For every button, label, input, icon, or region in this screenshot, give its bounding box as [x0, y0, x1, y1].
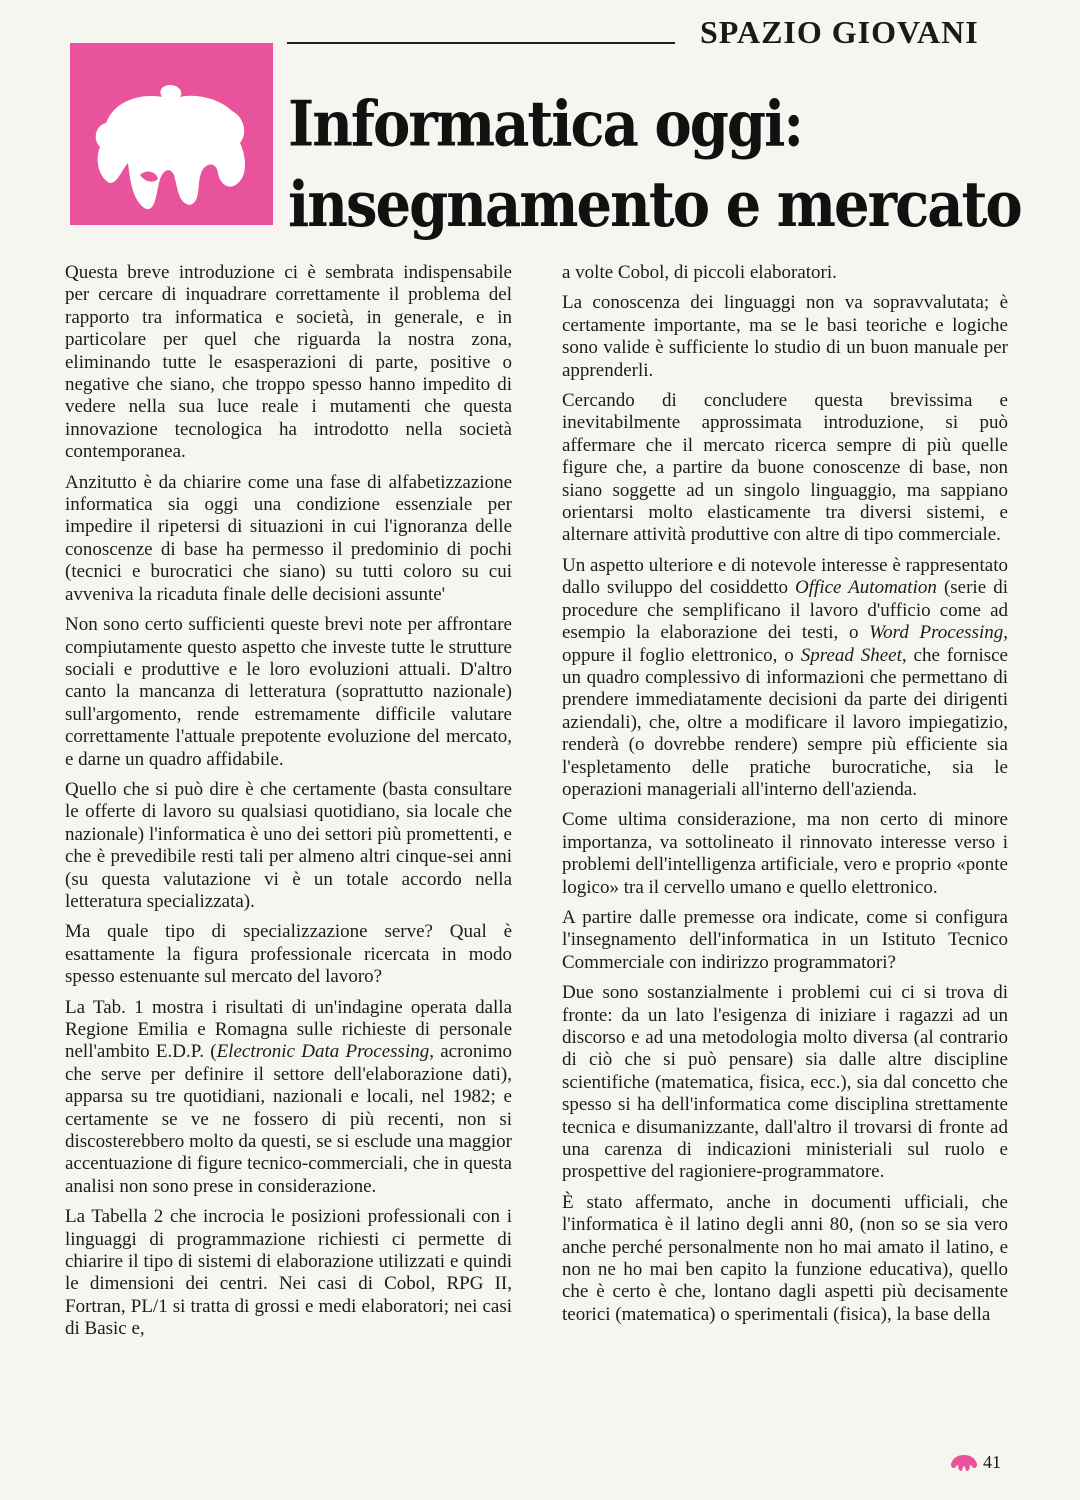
pink-mushroom-cloud-logo: [70, 43, 273, 225]
italic-term: Word Processing: [869, 622, 1004, 644]
title-line-1: Informatica oggi:: [288, 87, 803, 162]
section-label: SPAZIO GIOVANI: [700, 14, 979, 50]
paragraph: Questa breve introduzione ci è sembrata indispensabile per cercare di inquadrare correttamente il problema del rapporto tra informatica e società, in generale, e in particolare per quel che riguarda la nostra zona, eliminando tutte le esasperazioni di parte, positive o negative che siano, che troppo spesso hanno impedito di vedere nella sua luce reale i mutamenti che questa innovazione tecnologica ha introdotto nella società contemporanea.: [65, 262, 512, 463]
right-column: [562, 262, 1008, 1326]
text-run: , oppure il foglio elettronico, o: [562, 622, 1008, 666]
article-title: [288, 84, 1028, 245]
paragraph: Anzitutto è da chiarire come una fase di alfabetizzazione informatica sia oggi una condizione essenziale per impedire il ripetersi di situazioni in cui l'ignoranza delle conoscenze di base ha permesso il predominio di pochi (tecnici e burocratici che siano) su tutti coloro su cui avveniva la ricaduta finale delle decisioni assunte': [65, 471, 512, 605]
paragraph: Cercando di concludere questa brevissima e inevitabilmente approssimata introduzione, si può affermare che il mercato ricerca sempre di più quelle figure che, a partire da buone conoscenze di base, non siano soggette ad un singolo linguaggio, ma sappiano orientarsi molto elasticamente tra diversi sistemi, e alternare attività produttive con altre di tipo commerciale.: [562, 390, 1008, 546]
paragraph: È stato affermato, anche in documenti ufficiali, che l'informatica è il latino degli anni 80, (non so se sia vero anche perché personalmente non ho mai amato il latino, e non ne ho mai ben capito la funzione educativa), quello che è certo è che, lontano dagli aspetti più decisamente teorici (matematica) o sperimentali (fisica), la base della: [562, 1191, 1008, 1325]
text-run: La Tab. 1 mostra i risultati di un'indagine operata dalla Regione Emilia e Romagna sulle richieste di personale nell'ambito E.D.P. (: [65, 996, 512, 1063]
page-number: 41: [983, 1452, 1001, 1472]
paragraph: La Tabella 2 che incrocia le posizioni professionali con i linguaggi di programmazione richiesti ci permette di chiarire il tipo di sistemi di elaborazione utilizzati e quindi le dimensioni dei centri. Nei casi di Cobol, RPG II, Fortran, PL/1 si tratta di grossi e medi elaboratori; nei casi di Basic e,: [65, 1206, 512, 1340]
paragraph: Due sono sostanzialmente i problemi cui ci si trova di fronte: da un lato l'esigenza di iniziare i ragazzi ad un discorso e ad una metodologia molto diversa (al contrario di ciò che si può pensare) sia dalle altre discipline scientifiche (matematica, fisica, ecc.), sia dal concetto che spesso si ha dell'informatica come disciplina strettamente tecnica e disumanizzante, dall'altro il trovarsi di fronte ad una carenza di indicazioni ministeriali sul ruolo e prospettive del ragioniere-programmatore.: [562, 982, 1008, 1183]
italic-term: Electronic Data Processing: [216, 1041, 430, 1063]
header-rule: [287, 42, 675, 44]
paragraph: Quello che si può dire è che certamente (basta consultare le offerte di lavoro su qualsiasi quotidiano, sia locale che nazionale) l'informatica è uno dei settori più promettenti, e che è prevedibile resti tali per almeno altri cinque-sei anni (su questa valutazione vi è un totale accordo nella letteratura specializzata).: [65, 778, 512, 912]
left-column: [65, 262, 512, 1341]
italic-term: Spread Sheet: [800, 644, 902, 666]
paragraph: A partire dalle premesse ora indicate, come si configura l'insegnamento dell'informatica in un Istituto Tecnico Commerciale con indirizzo programmatori?: [562, 906, 1008, 973]
title-line-2: insegnamento e mercato: [288, 168, 1021, 242]
text-run: , acronimo che serve per definire il settore dell'elaborazione dati), apparsa su tre quotidiani, nazionali e locali, nel 1982; e certamente se ve ne fossero di più recenti, non si discosterebbero molto da questi, se si esclude una maggior accentuazione di figure tecnico-commerciali, che in questa analisi non sono prese in considerazione.: [65, 1041, 512, 1197]
text-run: (serie di procedure che semplificano il lavoro d'ufficio come ad esempio la elaborazione dei testi, o: [562, 577, 1008, 644]
logo-box: [70, 43, 273, 225]
folio: [949, 1452, 1001, 1473]
paragraph: Come ultima considerazione, ma non certo di minore importanza, va sottolineato il rinnovato interesse verso i problemi dell'intelligenza artificiale, vero e proprio «ponte logico» tra il cervello umano e quello elettronico.: [562, 809, 1008, 898]
paragraph: La conoscenza dei linguaggi non va sopravvalutata; è certamente importante, ma se le basi teoriche e logiche sono valide è sufficiente lo studio di un buon manuale per apprenderli.: [562, 292, 1008, 381]
paragraph: a volte Cobol, di piccoli elaboratori.: [562, 262, 837, 283]
italic-term: Office Automation: [795, 577, 937, 599]
pink-mushroom-cloud-icon: [949, 1453, 979, 1473]
paragraph: [65, 997, 512, 1199]
text-run: Un aspetto ulteriore e di notevole interesse è rappresentato dallo sviluppo del cosiddetto: [562, 554, 1008, 599]
text-run: , che fornisce un quadro complessivo di informazioni che permettano di prendere immediatamente decisioni da parte dei dirigenti aziendali), che, oltre a modificare il lavoro impiegatizio, renderà (o dovrebbe rendere) sempre più efficiente sia l'espletamento delle pratiche burocratiche, sia le operazioni manageriali all'interno dell'azienda.: [562, 644, 1008, 800]
paragraph: Ma quale tipo di specializzazione serve? Qual è esattamente la figura professionale ricercata in modo spesso estenuante sul mercato del lavoro?: [65, 921, 512, 988]
paragraph: Non sono certo sufficienti queste brevi note per affrontare compiutamente questo aspetto che investe tutte le strutture sociali e produttive e le loro evoluzioni attuali. D'altro canto la mancanza di letteratura (soprattutto nazionale) sull'argomento, rende estremamente difficile valutare correttamente l'attuale prepotente evoluzione del mercato, e darne un quadro affidabile.: [65, 614, 512, 770]
paragraph: [562, 555, 1008, 801]
